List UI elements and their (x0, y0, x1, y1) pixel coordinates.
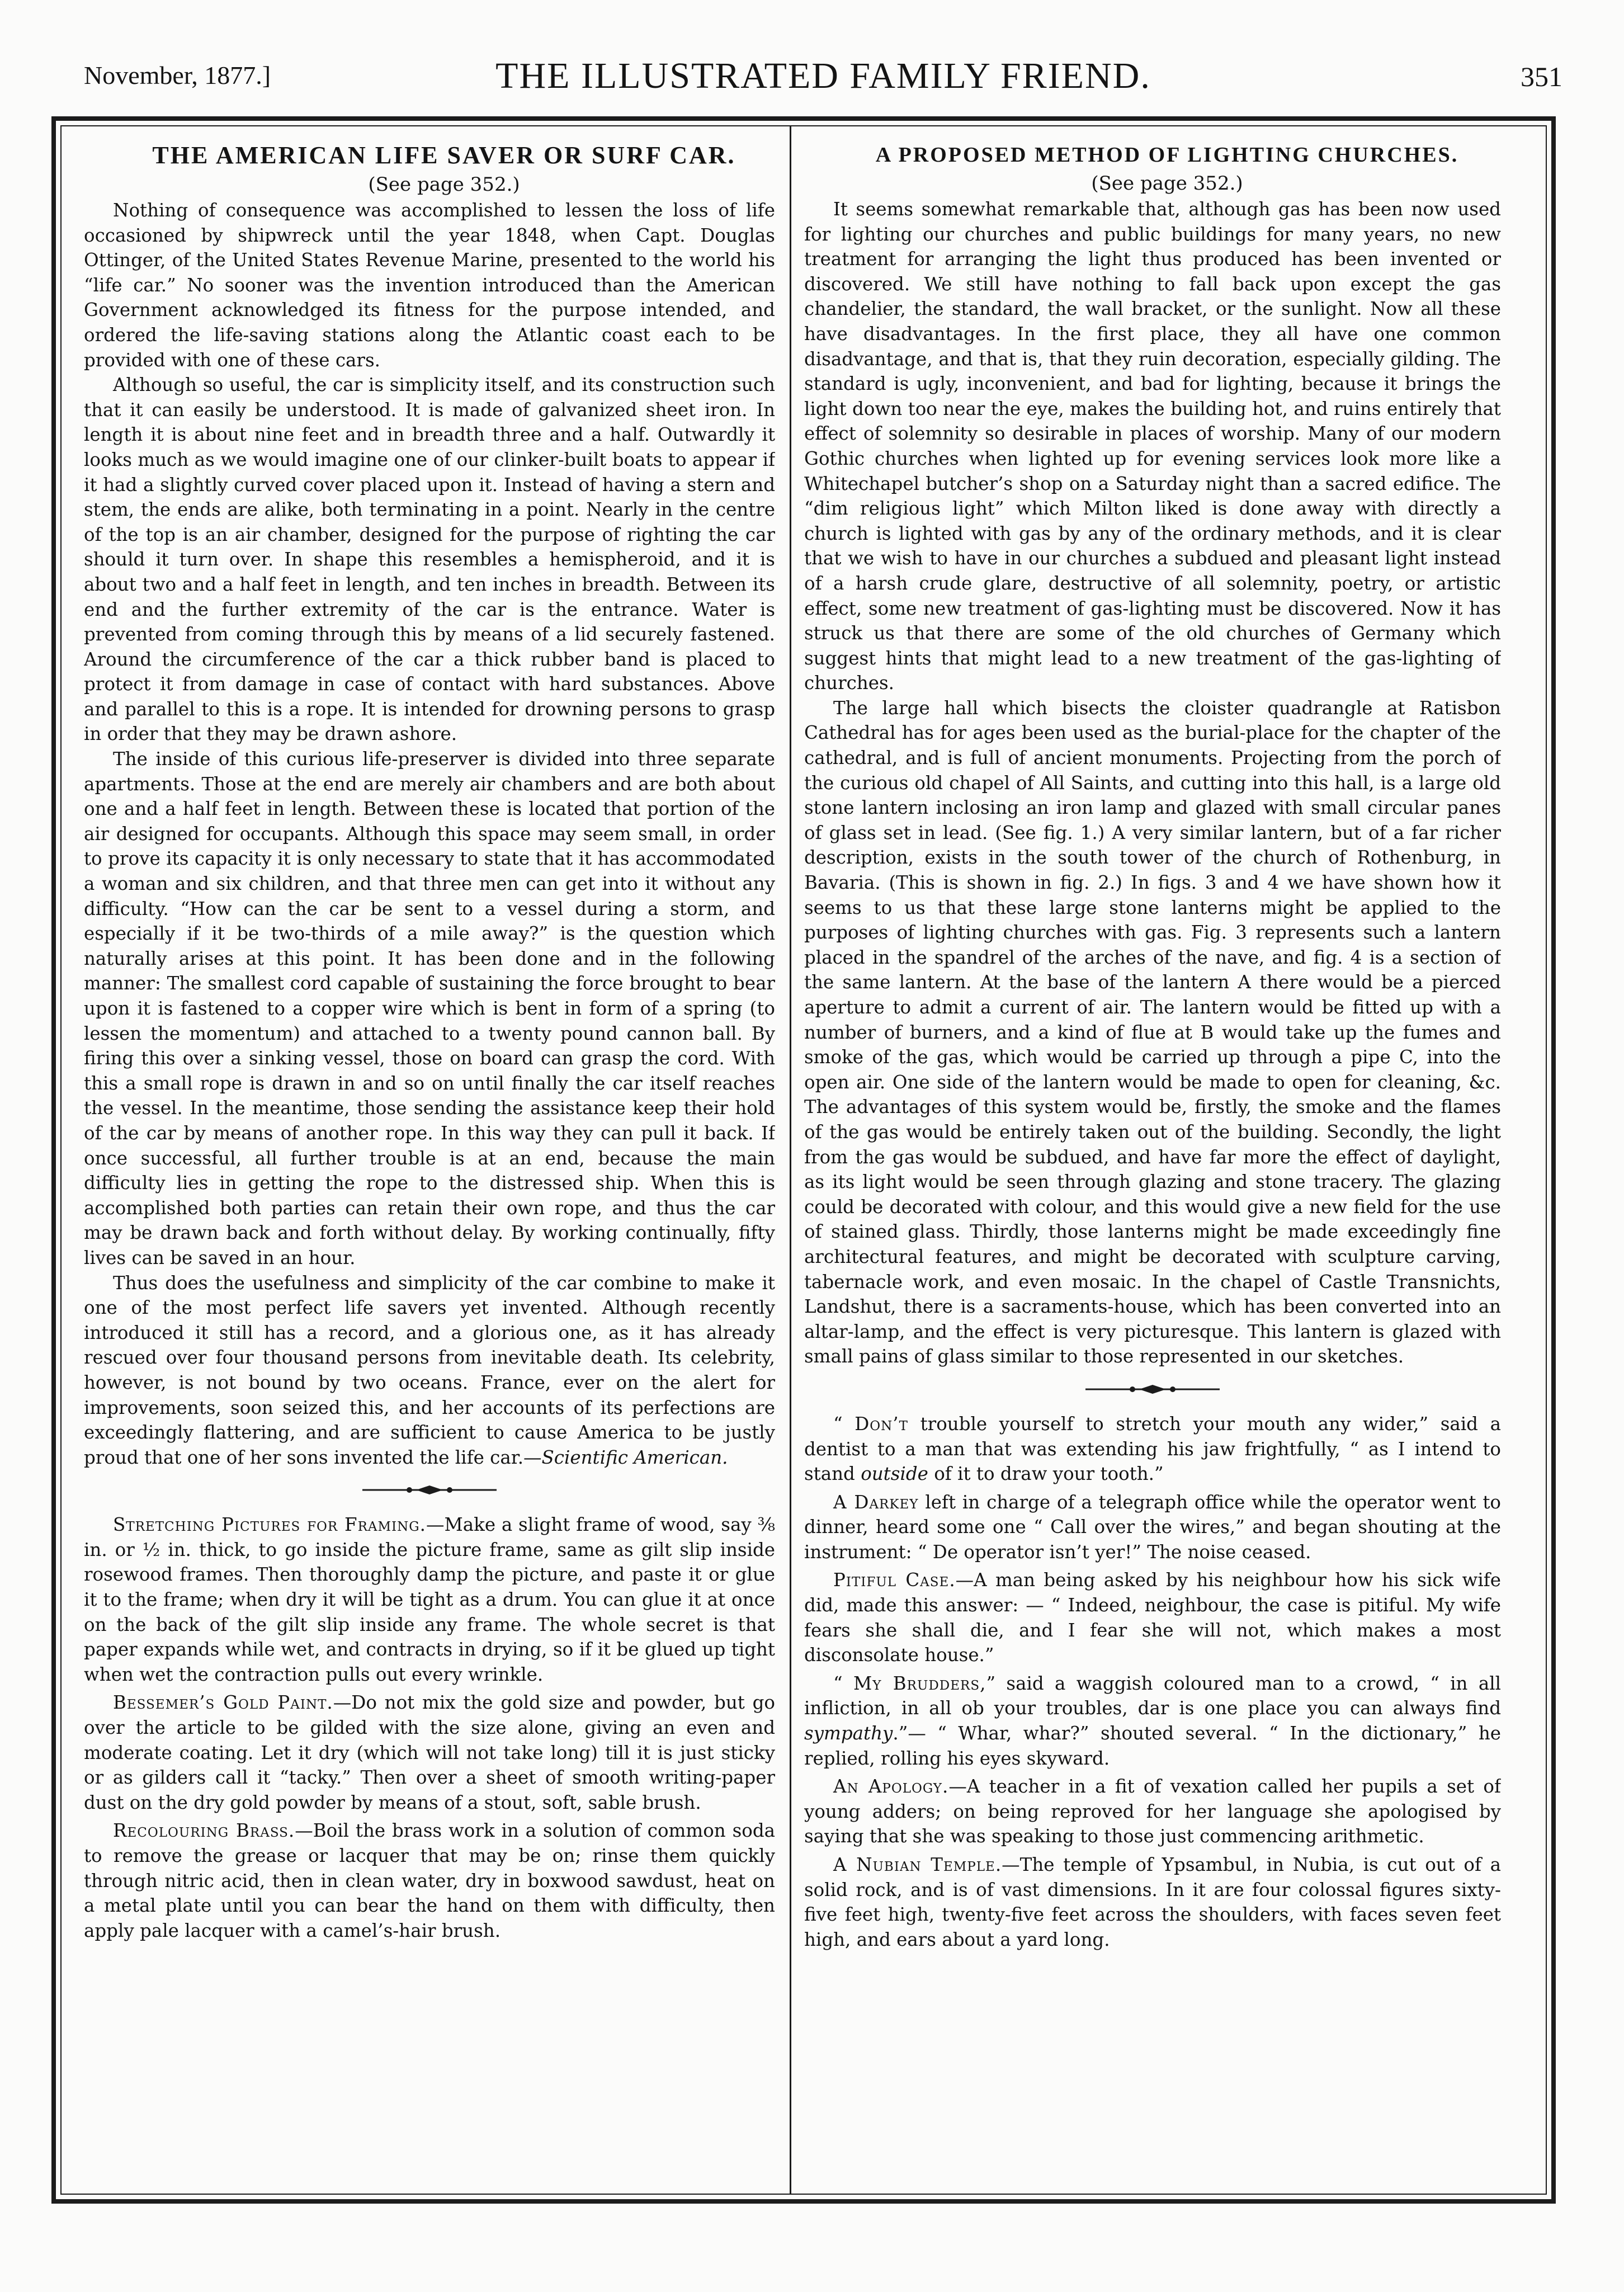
article-paragraph: Although so useful, the car is simplicity itself, and its construction such that it can easily be understood. It is made of galvanized sheet iron. In length it is about nine feet and in breadth three and a half. Outwardly it looks much as we would imagine one of our clinker-built boats to appear if it had a slightly curved cover placed upon it. Instead of having a stern and stem, the ends are alike, both terminating in a point. Nearly in the centre of the top is an air chamber, designed for the purpose of righting the car should it turn over. In shape this resembles a hemispheroid, and it is about two and a half feet in length, and ten inches in breadth. Between its end and the further extremity of the car is the entrance. Water is prevented from coming through this by means of a lid securely fastened. Around the circumference of the car a thick rubber band is placed to protect it from damage in case of contact with hard substances. Above and parallel to this is a rope. It is intended for drowning persons to grasp in order that they may be drawn ashore. (84, 374, 775, 745)
anecdote-tail: of it to draw your tooth.” (928, 1463, 1164, 1485)
see-page-note: (See page 352.) (1091, 172, 1243, 195)
article-title-life-saver: THE AMERICAN LIFE SAVER OR SURF CAR. (152, 142, 736, 169)
anecdote-emphasis: outside (861, 1463, 928, 1485)
paragraph-text: Thus does the usefulness and simplicity of the car combine to make it one of the most perfect life savers yet invented. Although recently introduced it still has a record, and a glorious one, as it has already rescued over four thousand persons from inevitable death. Its celebrity, however, is not bound by two oceans. France, ever on the alert for improvements, soon seized this, and her accounts of its perfections are exceedingly flattering, and are sufficient to cause America to be justly proud that one of her sons invented the life car.— (84, 1272, 775, 1468)
anecdote-tail: .”— “ Whar, whar?” shouted several. “ In the dictionary,” he replied, rolling his eyes skyward. (804, 1723, 1501, 1769)
article-paragraph: The large hall which bisects the cloister quadrangle at Ratisbon Cathedral has for ages been used as the burial-place for the chapter of the cathedral, and is full of ancient monuments. Projecting from the porch of the curious old chapel of All Saints, and cutting into this hall, is a large old stone lantern inclosing an iron lamp and glazed with small circular panes of glass set in lead. (See fig. 1.) A very similar lantern, but of a far richer description, exists in the south tower of the church of Rothenburg, in Bavaria. (This is shown in fig. 2.) In figs. 3 and 4 we have shown how it seems to us that these large stone lanterns might be applied to the purposes of lighting churches with gas. Fig. 3 represents such a lantern placed in the spandrel of the arches of the nave, and fig. 4 is a section of the same lantern. At the base of the lantern A there would be a pierced aperture to admit a current of air. The lantern would be fitted up with a number of burners, and a kind of flue at B would take up the fumes and smoke of the gas, which would be carried up through a pipe C, into the open air. One side of the lantern would be made to open for cleaning, &c. The advantages of this system would be, firstly, the smoke and the flames of the gas would be entirely taken out of the building. Secondly, the light from the gas would be subdued, and have far more the effect of daylight, as its light would be seen through glazing and stone tracery. The glazing could be decorated with colour, and this would give a new field for the use of stained glass. Thirdly, those lanterns might be made exceedingly fine architectural features, and might be decorated with sculpture carving, tabernacle work, and even mosaic. In the chapel of Castle Transnichts, Landshut, there is a sacraments-house, which has been converted into an altar-lamp, and the effect is very picturesque. This lantern is glazed with small pains of glass similar to those represented in our sketches. (804, 697, 1501, 1367)
anecdote-lead: A Darkey (833, 1491, 919, 1513)
ornamental-divider (362, 1484, 497, 1496)
anecdote-text: —A teacher in a fit of vexation called her pupils a set of young adders; on being reproved for her language she apologised by saying that she was speaking to those just commencing arithmetic. (804, 1776, 1501, 1847)
issue-date: November, 1877.] (84, 61, 271, 89)
quote-mark: “ (833, 1413, 855, 1435)
tip-paragraph (84, 1690, 775, 1815)
anecdote-text: ” said a waggish coloured man to a crowd, “ in all infliction, in all ob your troubles, dar is one place you can always find (804, 1672, 1501, 1719)
tip-lead: Bessemer’s Gold Paint. (113, 1692, 333, 1714)
anecdote-paragraph (804, 1774, 1501, 1849)
source-credit: Scientific American. (541, 1446, 728, 1468)
anecdote-paragraph (804, 1412, 1501, 1487)
column-rule (790, 126, 791, 2194)
anecdote-paragraph (804, 1568, 1501, 1667)
anecdote-text: —A man being asked by his neighbour how his sick wife did, made this answer: — “ Indeed, neighbour, the case is pitiful. My wife fears she shall die, and I fear she will not, which makes a most disconsolate house.” (804, 1569, 1501, 1666)
tip-text: —Boil the brass work in a solution of common soda to remove the grease or lacquer that may be on; rinse them quickly through nitric acid, then in clean water, dry in boxwood sawdust, heat on a metal plate until you can bear the hand on them with difficulty, then apply pale lacquer with a camel’s-hair brush. (84, 1820, 775, 1941)
anecdote-paragraph (804, 1671, 1501, 1771)
article-title-lighting: A PROPOSED METHOD OF LIGHTING CHURCHES. (875, 143, 1459, 167)
article-paragraph (84, 1271, 775, 1470)
anecdote-lead: Pitiful Case. (833, 1569, 956, 1591)
anecdote-paragraph (804, 1852, 1501, 1952)
anecdote-emphasis: sympathy (804, 1723, 893, 1744)
left-column (84, 140, 775, 2187)
tip-paragraph (84, 1818, 775, 1943)
article-paragraph: It seems somewhat remarkable that, although gas has been now used for lighting our churches and public buildings for many years, no new treatment for arranging the light thus produced has been invented or discovered. We still have nothing to fall back upon except the gas chandelier, the standard, the wall bracket, or the sunlight. Now all these have disadvantages. In the first place, they all have one common disadvantage, and that is, that they ruin decoration, especially gilding. The standard is ugly, inconvenient, and bad for lighting, because it brings the light down too near the eye, makes the building hot, and ruins entirely that effect of solemnity so desirable in places of worship. Many of our modern Gothic churches when lighted up for evening services look more like a Whitechapel butcher’s shop on a Saturday night than a sacred edifice. The “dim religious light” which Milton liked is done away with directly a church is lighted with gas by any of the ordinary methods, and it is clear that we wish to have in our churches a subdued and pleasant light instead of a harsh crude glare, destructive of all solemnity, poetry, or artistic effect, some new treatment of gas-lighting must be discovered. Now it has struck us that there are some of the old churches of Germany which suggest hints that might lead to a new treatment of the gas-lighting of churches. (804, 199, 1501, 694)
quote-mark: “ (833, 1672, 853, 1694)
masthead: THE ILLUSTRATED FAMILY FRIEND. (495, 55, 1151, 96)
ornamental-divider (1085, 1384, 1220, 1395)
tip-lead: Stretching Pictures for Framing. (113, 1514, 426, 1536)
article-paragraph: Nothing of consequence was accomplished to lessen the loss of life occasioned by shipwreck until the year 1848, when Capt. Douglas Ottinger, of the United States Revenue Marine, presented to the world his “life car.” No sooner was the invention introduced than the American Government acknowledged its fitness for the purpose intended, and ordered the life-saving stations along the Atlantic coast each to be provided with one of these cars. (84, 200, 775, 371)
anecdote-lead: My Brudders, (853, 1672, 986, 1694)
tip-lead: Recolouring Brass. (113, 1820, 295, 1842)
anecdote-text: —The temple of Ypsambul, in Nubia, is cut out of a solid rock, and is of vast dimensions. In it are four colossal figures sixty-five feet high, twenty-five feet across the shoulders, with faces seven feet high, and ears about a yard long. (804, 1854, 1501, 1950)
tip-paragraph (84, 1512, 775, 1687)
anecdote-text: left in charge of a telegraph office while the operator went to dinner, heard some one “ Call over the wires,” and began shouting at the instrument: “ De operator isn’t yer!” The noise ceased. (804, 1491, 1501, 1563)
article-paragraph: The inside of this curious life-preserver is divided into three separate apartments. Those at the end are merely air chambers and are both about one and a half feet in length. Between these is located that portion of the air designed for occupants. Although this space may seem small, in order to prove its capacity it is only necessary to state that it has accommodated a woman and six children, and that three men can get into it without any difficulty. “How can the car be sent to a vessel during a storm, and especially if it be two-thirds of a mile away?” is the question which naturally arises at this point. It has been done and in the following manner: The smallest cord capable of sustaining the force brought to bear upon it is fastened to a copper wire which is bent in form of a spring (to lessen the momentum) and attached to a twenty pound cannon ball. By firing this over a sinking vessel, those on board can grasp the cord. With this a small rope is drawn in and so on until finally the car itself reaches the vessel. In the meantime, those sending the assistance keep their hold of the car by means of another rope. In this way they can pull it back. If once successful, all further trouble is at an end, because the main difficulty lies in getting the rope to the distressed ship. When this is accomplished both parties can retain their own rope, and thus the car may be drawn back and forth without delay. By working continually, fifty lives can be saved in an hour. (84, 748, 775, 1268)
right-column (804, 140, 1501, 2187)
anecdote-lead: A Nubian Temple. (833, 1854, 1002, 1875)
see-page-note: (See page 352.) (368, 173, 520, 196)
anecdote-paragraph (804, 1490, 1501, 1565)
anecdote-lead: Don’t (855, 1413, 908, 1435)
anecdote-lead: An Apology. (833, 1776, 949, 1798)
tip-text: —Do not mix the gold size and powder, but go over the article to be gilded with the size alone, giving an even and moderate coating. Let it dry (which will not take long) till it is just sticky or as gilders call it “tacky.” Then over a sheet of smooth writing-paper dust on the dry gold powder by means of a stout, soft, sable brush. (84, 1692, 775, 1813)
page-number: 351 (1521, 61, 1562, 92)
tip-text: —Make a slight frame of wood, say ⅜ in. or ½ in. thick, to go inside the picture frame, same as gilt slip inside rosewood frames. Then thoroughly damp the picture, and paste it or glue it to the frame; when dry it will be tight as a drum. You can glue it at once on the back of the gilt slip inside any frame. The whole secret is that paper expands while wet, and contracts in drying, so if it be glued up tight when wet the contraction pulls out every wrinkle. (84, 1514, 775, 1685)
running-head (84, 49, 1562, 111)
anecdote-text: trouble yourself to stretch your mouth any wider,” said a dentist to a man that was extending his jaw frightfully, “ as I intend to stand (804, 1413, 1501, 1485)
